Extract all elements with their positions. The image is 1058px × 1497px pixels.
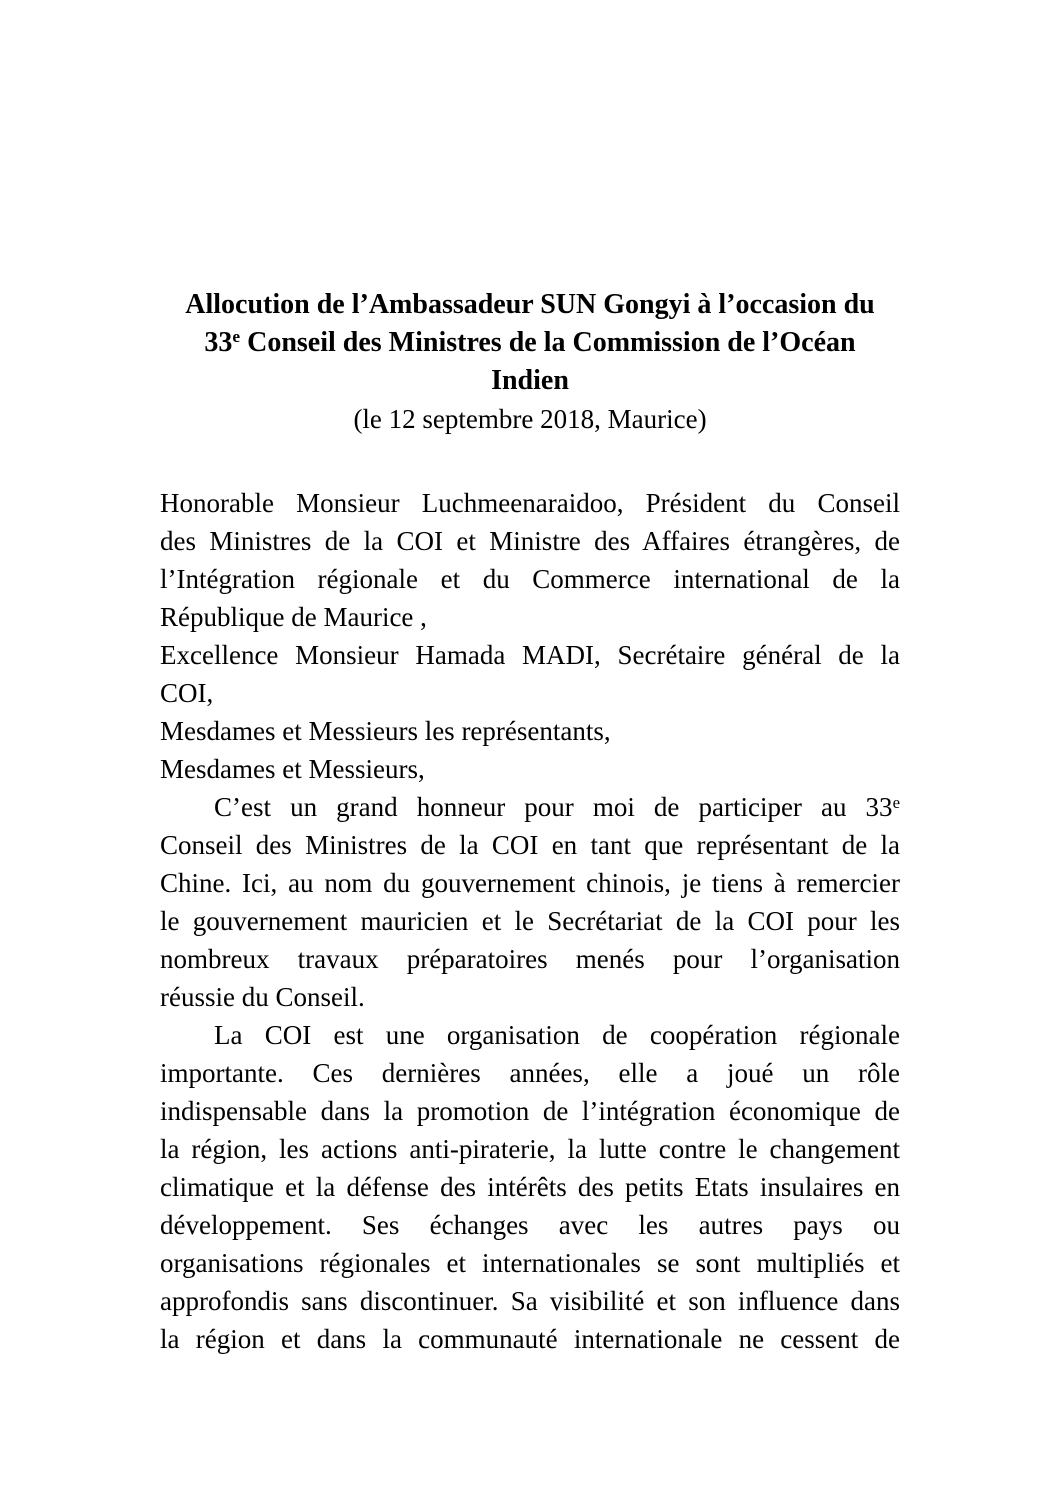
body-line: organisations régionales et internationales se sont multipliés et	[160, 1248, 900, 1278]
document-title	[160, 286, 900, 438]
title-text-segment: 33	[204, 327, 233, 358]
body-line: La COI est une organisation de coopération régionale	[214, 1020, 900, 1050]
title-text-segment: Conseil des Ministres de la Commission de l’Océan	[240, 327, 856, 358]
body-line: climatique et la défense des intérêts des petits Etats insulaires en	[160, 1172, 900, 1202]
superscript-e: e	[892, 792, 900, 812]
body-line: développement. Ses échanges avec les autres pays ou	[160, 1210, 900, 1240]
superscript-e: e	[232, 327, 241, 347]
body-line: Mesdames et Messieurs,	[160, 754, 425, 784]
body-line: des Ministres de la COI et Ministre des Affaires étrangères, de	[160, 526, 900, 556]
body-line: Chine. Ici, au nom du gouvernement chinois, je tiens à remercier	[160, 868, 900, 898]
document-title-line-2	[160, 324, 900, 362]
body-line: République de Maurice ,	[160, 602, 427, 632]
document-title-line-3: Indien	[491, 365, 569, 396]
body-line: la région et dans la communauté internationale ne cessent de	[160, 1324, 900, 1354]
body-text-segment: C’est un grand honneur pour moi de participer au 33	[214, 792, 893, 822]
body-line: approfondis sans discontinuer. Sa visibilité et son influence dans	[160, 1286, 900, 1316]
body-line: la région, les actions anti-piraterie, la lutte contre le changement	[160, 1134, 900, 1164]
body-line: Honorable Monsieur Luchmeenaraidoo, Président du Conseil	[160, 488, 900, 518]
body-line: COI,	[160, 678, 214, 708]
body-line: indispensable dans la promotion de l’intégration économique de	[160, 1096, 900, 1126]
body-line: l’Intégration régionale et du Commerce international de la	[160, 564, 900, 594]
body-line: le gouvernement mauricien et le Secrétariat de la COI pour les	[160, 906, 900, 936]
body-line: réussie du Conseil.	[160, 982, 365, 1012]
body-line: Conseil des Ministres de la COI en tant que représentant de la	[160, 830, 900, 860]
document-title-line-1: Allocution de l’Ambassadeur SUN Gongyi à l’occasion du	[185, 289, 875, 320]
body-line: importante. Ces dernières années, elle a joué un rôle	[160, 1058, 900, 1088]
body-line	[160, 788, 900, 826]
body-line: Mesdames et Messieurs les représentants,	[160, 716, 611, 746]
body-line: nombreux travaux préparatoires menés pour l’organisation	[160, 944, 900, 974]
document-body	[160, 484, 900, 1358]
body-line: Excellence Monsieur Hamada MADI, Secrétaire général de la	[160, 640, 900, 670]
document-date-line: (le 12 septembre 2018, Maurice)	[353, 404, 707, 434]
